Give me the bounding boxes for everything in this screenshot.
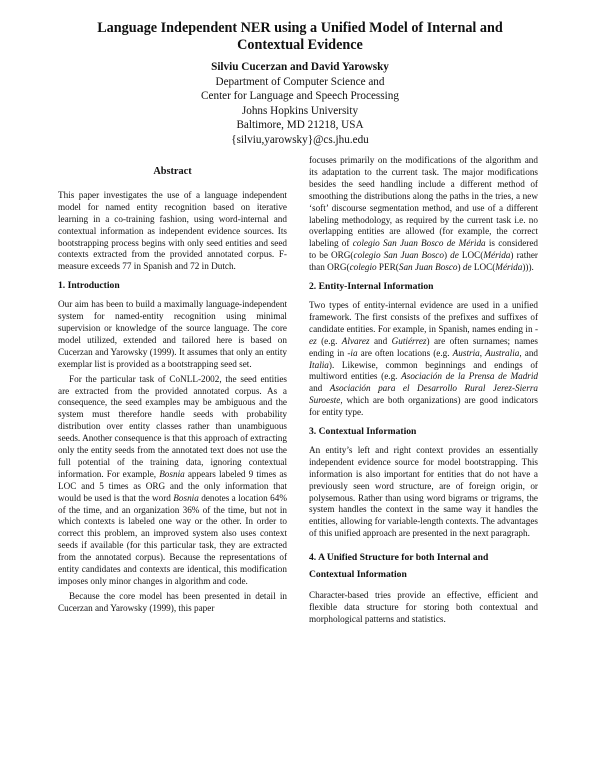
author-email: {silviu,yarowsky}@cs.jhu.edu (231, 133, 369, 146)
contextual-paragraph: An entity’s left and right context provides an essentially independent evidence source for model bootstrapping. This information is also important for entities that do not have a previously seen word structure, are of foreign origin, or polysemous. Rather than using word bigrams or trigrams, the system handles the context in the same way it handles the entities, allowing for variable-length contexts. The advantages of this unified approach are presented in the next paragraph. (309, 444, 538, 539)
section-4-heading-line-2: Contextual Information (309, 569, 407, 581)
author-block (0, 60, 600, 148)
unified-paragraph: Character-based tries provide an effective, efficient and flexible data structure for storing both contextual and morphological patterns and statistics. (309, 590, 538, 624)
affiliation-line-4: Baltimore, MD 21218, USA (236, 119, 364, 132)
title-line-1: Language Independent NER using a Unified Model of Internal and (97, 20, 503, 36)
section-1-heading: 1. Introduction (58, 280, 120, 292)
affiliation-line-1: Department of Computer Science and (215, 75, 385, 88)
section-3-heading: 3. Contextual Information (309, 426, 417, 438)
section-2-heading: 2. Entity-Internal Information (309, 281, 434, 293)
entity-internal-paragraph: Two types of entity-internal evidence are used in a unified framework. The first consists of the prefixes and suffixes of candidate entities. For example, in Spanish, names ending in -ez (e.g. Alvarez and Gutiérrez) are often surnames; names ending in -ia are often locations (e.g. Austria, Australia, and Italia). Likewise, common beginnings and endings of multiword entities (e.g. Asociación de la Prensa de Madrid and Asociación para el Desarrollo Rural Jerez-Sierra Suroeste, which are both organizations) are good indicators for entity type. (309, 299, 539, 418)
intro-paragraph-3: Because the core model has been presented in detail in Cucerzan and Yarowsky (1999), this paper (58, 590, 287, 613)
section-4-heading (309, 549, 538, 583)
intro-paragraph-1: Our aim has been to build a maximally language-independent system for named-entity recognition using minimal supervision or knowledge of the source language. The core model utilized, extended and tailored here is based on Cucerzan and Yarowsky (1999). It assumes that only an entity exemplar list is provided as a bootstrapping seed set. (58, 299, 287, 369)
abstract-text: This paper investigates the use of a language independent model for named entity recognition based on iterative learning in a co-training fashion, using word-internal and contextual information as independent evidence sources. Its bootstrapping process begins with only seed entities and seed contexts extracted from the provided annotated corpus. F-measure exceeds 77 in Spanish and 72 in Dutch. (58, 189, 287, 272)
affiliation-line-2: Center for Language and Speech Processing (201, 90, 399, 103)
author-names: Silviu Cucerzan and David Yarowsky (211, 61, 389, 73)
right-column (309, 155, 538, 629)
intro-paragraph-2: For the particular task of CoNLL-2002, the seed entities are extracted from the provided annotated corpus. As a consequence, the seed examples may be ambiguous and the system must therefore handle seeds with probability distribution over entity classes rather than unambiguous seeds. Another consequence is that this approach of extracting only the entity seeds from the annotated text does not use the full potential of the training data, ignoring contextual information. For example, Bosnia appears labeled 9 times as LOC and 5 times as ORG and the only information that would be used is that the word Bosnia denotes a location 64% of the time, and an organization 36% of the time, but not in which contexts is labeled one way or the other. In order to correct this problem, an improved system also uses context seeds if available (for this particular task, they are extracted from the annotated corpus). Because the representations of entity candidates and contexts are identical, this modification imposes only minor changes in algorithm and code. (58, 373, 287, 586)
abstract-heading: Abstract (153, 166, 192, 177)
affiliation-line-3: Johns Hopkins University (241, 104, 359, 117)
title-line-2: Contextual Evidence (237, 37, 363, 53)
section-4-heading-line-1: 4. A Unified Structure for both Internal and (309, 552, 489, 564)
left-column (58, 152, 287, 618)
paper-title (0, 20, 600, 54)
intro-continuation: focuses primarily on the modifications of the algorithm and its adaptation to the current task. The major modifications besides the seed handling include a different method of smoothing the distributions along the paths in the tries, a new ‘soft’ discourse segmentation method, and use of a different labeling methodology, as required by the current task i.e. no overlapping entities are allowed (for example, the correct labeling of colegio San Juan Bosco de Mérida is considered to be ORG(colegio San Juan Bosco) de LOC(Mérida) rather than ORG(colegio PER(San Juan Bosco) de LOC(Mérida))). (309, 155, 538, 273)
